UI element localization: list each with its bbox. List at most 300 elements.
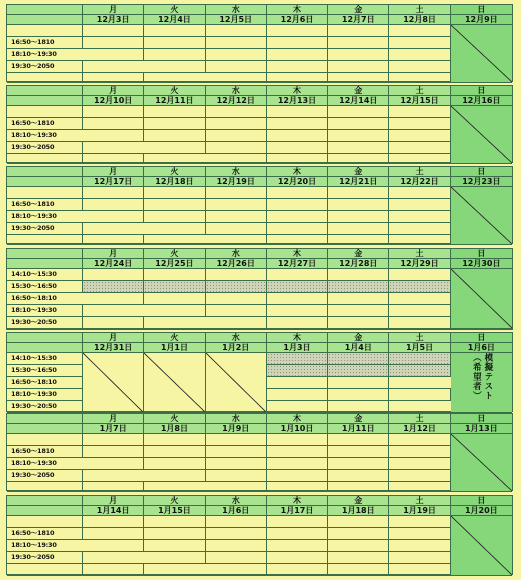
blank-row [7, 564, 83, 576]
corner-cell [7, 259, 83, 269]
weekday-label: 火 [144, 496, 205, 506]
weekday-label: 火 [144, 249, 205, 259]
corner-cell [7, 506, 83, 516]
slot-cell[interactable] [328, 73, 389, 83]
slot-cell[interactable] [83, 305, 144, 317]
time-slot-label: 16:50〜1810 [7, 199, 83, 211]
slot-cell[interactable] [267, 142, 328, 154]
slot-cell[interactable] [267, 552, 328, 564]
time-slot-label: 16:50〜18:10 [7, 293, 83, 305]
weekday-label: 土 [389, 414, 450, 424]
slot-cell[interactable] [206, 118, 267, 130]
slot-cell[interactable] [267, 377, 328, 389]
blank-row [7, 154, 83, 164]
slot-cell[interactable] [83, 187, 144, 199]
slot-cell[interactable] [144, 199, 205, 211]
slot-cell[interactable] [83, 25, 144, 37]
slot-cell[interactable] [144, 49, 205, 61]
slot-cell[interactable] [389, 130, 450, 142]
weekday-label: 日 [451, 414, 512, 424]
sunday-closed-cell [451, 25, 512, 83]
slot-cell[interactable] [206, 223, 267, 235]
mock-test-note: 模擬テスト（希望者） [471, 353, 493, 401]
slot-cell[interactable] [267, 389, 328, 401]
slot-cell[interactable] [206, 61, 267, 73]
slot-cell[interactable] [83, 142, 144, 154]
date-label: 12月15日 [389, 96, 450, 106]
slot-cell[interactable] [206, 130, 267, 142]
slot-cell[interactable] [328, 446, 389, 458]
slot-cell[interactable] [83, 199, 144, 211]
slot-cell[interactable] [389, 446, 450, 458]
time-slot-label: 16:50〜1810 [7, 528, 83, 540]
slot-cell[interactable] [267, 130, 328, 142]
slot-cell[interactable] [144, 37, 205, 49]
date-label: 1月8日 [144, 424, 205, 434]
weekday-label: 日 [451, 167, 512, 177]
slot-cell[interactable] [389, 458, 450, 470]
slot-cell[interactable] [144, 61, 205, 73]
slot-cell[interactable] [267, 305, 328, 317]
slot-cell[interactable] [144, 118, 205, 130]
slot-cell[interactable] [144, 25, 205, 37]
weekday-label: 木 [267, 333, 328, 343]
blocked-slot-cell [328, 365, 389, 377]
date-label: 12月30日 [451, 259, 512, 269]
slot-cell[interactable] [267, 25, 328, 37]
slot-cell[interactable] [206, 187, 267, 199]
slot-cell[interactable] [267, 199, 328, 211]
blocked-slot-cell [267, 281, 328, 293]
date-label: 12月16日 [451, 96, 512, 106]
slot-cell[interactable] [328, 187, 389, 199]
slot-cell[interactable] [83, 154, 144, 164]
slot-cell[interactable] [267, 516, 328, 528]
slot-cell[interactable] [144, 540, 205, 552]
weekday-label: 火 [144, 414, 205, 424]
time-slot-label: 18:10〜19:30 [7, 389, 83, 401]
date-label: 1月19日 [389, 506, 450, 516]
week-block-4 [6, 248, 513, 330]
slot-cell[interactable] [206, 446, 267, 458]
slot-cell[interactable] [206, 458, 267, 470]
slot-cell[interactable] [206, 106, 267, 118]
weekday-label: 木 [267, 249, 328, 259]
slot-cell[interactable] [144, 317, 205, 329]
time-slot-label: 14:10〜15:30 [7, 353, 83, 365]
slot-cell[interactable] [206, 25, 267, 37]
weekday-label: 水 [206, 5, 267, 15]
blank-row [7, 482, 83, 492]
slot-cell[interactable] [206, 293, 267, 305]
date-label: 1月17日 [267, 506, 328, 516]
slot-cell[interactable] [328, 317, 389, 329]
slot-cell[interactable] [144, 187, 205, 199]
corner-cell [7, 86, 83, 96]
slot-cell[interactable] [83, 458, 144, 470]
slot-cell[interactable] [267, 106, 328, 118]
slot-cell[interactable] [267, 211, 328, 223]
date-label: 12月7日 [328, 15, 389, 25]
slot-cell[interactable] [144, 154, 205, 164]
slot-cell[interactable] [144, 106, 205, 118]
slot-cell[interactable] [206, 49, 267, 61]
slot-cell[interactable] [206, 564, 267, 576]
slot-cell[interactable] [83, 37, 144, 49]
slot-cell[interactable] [267, 37, 328, 49]
slot-cell[interactable] [267, 223, 328, 235]
date-label: 1月6日 [451, 343, 512, 353]
slot-cell[interactable] [389, 235, 450, 245]
time-slot-label: 19:30〜2050 [7, 142, 83, 154]
closed-day-cell [83, 353, 144, 413]
date-label: 1月14日 [83, 506, 144, 516]
slot-cell[interactable] [328, 130, 389, 142]
date-label: 1月11日 [328, 424, 389, 434]
time-slot-label: 19:30〜2050 [7, 552, 83, 564]
slot-cell[interactable] [206, 516, 267, 528]
date-label: 12月4日 [144, 15, 205, 25]
time-slot-label: 15:30〜16:50 [7, 365, 83, 377]
slot-cell[interactable] [389, 528, 450, 540]
slot-cell[interactable] [267, 540, 328, 552]
blocked-slot-cell [267, 353, 328, 365]
slot-cell[interactable] [328, 377, 389, 389]
slot-cell[interactable] [389, 564, 450, 576]
blocked-slot-cell [389, 353, 450, 365]
date-label: 1月5日 [389, 343, 450, 353]
slot-cell[interactable] [328, 61, 389, 73]
date-label: 1月10日 [267, 424, 328, 434]
date-label: 12月21日 [328, 177, 389, 187]
slot-cell[interactable] [267, 446, 328, 458]
slot-cell[interactable] [328, 540, 389, 552]
slot-cell[interactable] [206, 552, 267, 564]
slot-cell[interactable] [389, 118, 450, 130]
slot-cell[interactable] [144, 269, 205, 281]
slot-cell[interactable] [328, 25, 389, 37]
weekday-label: 日 [451, 496, 512, 506]
slot-cell[interactable] [389, 305, 450, 317]
slot-cell[interactable] [144, 223, 205, 235]
date-label: 12月3日 [83, 15, 144, 25]
slot-cell[interactable] [389, 293, 450, 305]
sunday-closed-cell [451, 269, 512, 329]
date-label: 12月31日 [83, 343, 144, 353]
slot-cell[interactable] [389, 142, 450, 154]
slot-cell[interactable] [267, 470, 328, 482]
slot-cell[interactable] [328, 154, 389, 164]
blank-row [7, 106, 83, 118]
slot-cell[interactable] [267, 61, 328, 73]
slot-cell[interactable] [83, 235, 144, 245]
slot-cell[interactable] [389, 317, 450, 329]
date-label: 12月23日 [451, 177, 512, 187]
slot-cell[interactable] [83, 552, 144, 564]
week-block-1 [6, 4, 513, 82]
slot-cell[interactable] [328, 106, 389, 118]
date-label: 12月6日 [267, 15, 328, 25]
slot-cell[interactable] [267, 401, 328, 413]
weekday-label: 金 [328, 333, 389, 343]
blank-row [7, 73, 83, 83]
slot-cell[interactable] [267, 73, 328, 83]
slot-cell[interactable] [206, 142, 267, 154]
closed-day-cell [206, 353, 267, 413]
slot-cell[interactable] [389, 269, 450, 281]
slot-cell[interactable] [389, 377, 450, 389]
time-slot-label: 16:50〜18:10 [7, 377, 83, 389]
date-label: 1月12日 [389, 424, 450, 434]
slot-cell[interactable] [267, 49, 328, 61]
sunday-closed-cell [451, 187, 512, 245]
slot-cell[interactable] [206, 269, 267, 281]
slot-cell[interactable] [144, 235, 205, 245]
corner-cell [7, 424, 83, 434]
slot-cell[interactable] [144, 211, 205, 223]
slot-cell[interactable] [267, 528, 328, 540]
slot-cell[interactable] [389, 73, 450, 83]
slot-cell[interactable] [328, 528, 389, 540]
slot-cell[interactable] [328, 434, 389, 446]
slot-cell[interactable] [206, 470, 267, 482]
slot-cell[interactable] [206, 199, 267, 211]
slot-cell[interactable] [328, 49, 389, 61]
slot-cell[interactable] [83, 118, 144, 130]
date-label: 12月9日 [451, 15, 512, 25]
slot-cell[interactable] [83, 130, 144, 142]
slot-cell[interactable] [389, 389, 450, 401]
slot-cell[interactable] [267, 235, 328, 245]
slot-cell[interactable] [206, 211, 267, 223]
slot-cell[interactable] [83, 49, 144, 61]
slot-cell[interactable] [267, 317, 328, 329]
blocked-slot-cell [328, 353, 389, 365]
slot-cell[interactable] [206, 73, 267, 83]
slot-cell[interactable] [144, 470, 205, 482]
slot-cell[interactable] [267, 482, 328, 492]
slot-cell[interactable] [206, 482, 267, 492]
slot-cell[interactable] [328, 223, 389, 235]
slot-cell[interactable] [267, 118, 328, 130]
slot-cell[interactable] [206, 528, 267, 540]
blocked-slot-cell [267, 365, 328, 377]
date-label: 1月20日 [451, 506, 512, 516]
weekday-label: 日 [451, 333, 512, 343]
slot-cell[interactable] [389, 37, 450, 49]
slot-cell[interactable] [267, 434, 328, 446]
slot-cell[interactable] [328, 470, 389, 482]
slot-cell[interactable] [144, 142, 205, 154]
corner-cell [7, 496, 83, 506]
slot-cell[interactable] [206, 434, 267, 446]
slot-cell[interactable] [83, 446, 144, 458]
slot-cell[interactable] [328, 564, 389, 576]
slot-cell[interactable] [144, 434, 205, 446]
weekday-label: 金 [328, 5, 389, 15]
slot-cell[interactable] [328, 401, 389, 413]
slot-cell[interactable] [144, 528, 205, 540]
slot-cell[interactable] [144, 482, 205, 492]
blank-row [7, 235, 83, 245]
weekday-label: 水 [206, 86, 267, 96]
slot-cell[interactable] [83, 211, 144, 223]
weekday-label: 日 [451, 5, 512, 15]
time-slot-label: 19:30〜2050 [7, 223, 83, 235]
slot-cell[interactable] [267, 564, 328, 576]
date-label: 1月15日 [144, 506, 205, 516]
date-label: 12月18日 [144, 177, 205, 187]
slot-cell[interactable] [83, 470, 144, 482]
weekday-label: 月 [83, 414, 144, 424]
slot-cell[interactable] [267, 269, 328, 281]
weekday-label: 月 [83, 249, 144, 259]
slot-cell[interactable] [328, 269, 389, 281]
weekday-label: 木 [267, 167, 328, 177]
slot-cell[interactable] [328, 211, 389, 223]
slot-cell[interactable] [328, 389, 389, 401]
weekday-label: 木 [267, 5, 328, 15]
slot-cell[interactable] [267, 154, 328, 164]
weekday-label: 日 [451, 249, 512, 259]
slot-cell[interactable] [328, 552, 389, 564]
slot-cell[interactable] [267, 458, 328, 470]
time-slot-label: 18:10〜19:30 [7, 458, 83, 470]
slot-cell[interactable] [83, 269, 144, 281]
slot-cell[interactable] [144, 564, 205, 576]
slot-cell[interactable] [389, 187, 450, 199]
slot-cell[interactable] [389, 482, 450, 492]
slot-cell[interactable] [83, 61, 144, 73]
date-label: 12月28日 [328, 259, 389, 269]
slot-cell[interactable] [389, 211, 450, 223]
time-slot-label: 19:30〜20:50 [7, 317, 83, 329]
slot-cell[interactable] [83, 516, 144, 528]
slot-cell[interactable] [389, 540, 450, 552]
slot-cell[interactable] [206, 305, 267, 317]
slot-cell[interactable] [267, 187, 328, 199]
date-label: 12月17日 [83, 177, 144, 187]
slot-cell[interactable] [144, 516, 205, 528]
slot-cell[interactable] [206, 37, 267, 49]
blank-row [7, 516, 83, 528]
weekday-label: 火 [144, 5, 205, 15]
sunday-closed-cell [451, 106, 512, 164]
slot-cell[interactable] [389, 106, 450, 118]
blocked-slot-cell [144, 281, 205, 293]
slot-cell[interactable] [206, 235, 267, 245]
slot-cell[interactable] [144, 552, 205, 564]
slot-cell[interactable] [328, 199, 389, 211]
slot-cell[interactable] [389, 223, 450, 235]
slot-cell[interactable] [389, 516, 450, 528]
slot-cell[interactable] [144, 130, 205, 142]
slot-cell[interactable] [83, 540, 144, 552]
date-label: 1月7日 [83, 424, 144, 434]
mock-test-cell [451, 353, 512, 413]
slot-cell[interactable] [83, 73, 144, 83]
blank-row [7, 434, 83, 446]
date-label: 1月2日 [206, 343, 267, 353]
slot-cell[interactable] [389, 49, 450, 61]
slot-cell[interactable] [83, 106, 144, 118]
slot-cell[interactable] [328, 235, 389, 245]
slot-cell[interactable] [267, 293, 328, 305]
date-label: 12月14日 [328, 96, 389, 106]
corner-cell [7, 177, 83, 187]
time-slot-label: 18:10〜19:30 [7, 130, 83, 142]
date-label: 1月6日 [206, 506, 267, 516]
slot-cell[interactable] [328, 305, 389, 317]
date-label: 12月19日 [206, 177, 267, 187]
weekday-label: 金 [328, 86, 389, 96]
weekday-label: 火 [144, 333, 205, 343]
weekday-label: 木 [267, 86, 328, 96]
slot-cell[interactable] [83, 528, 144, 540]
slot-cell[interactable] [83, 293, 144, 305]
time-slot-label: 18:10〜19:30 [7, 49, 83, 61]
week-block-5 [6, 332, 513, 412]
slot-cell[interactable] [389, 199, 450, 211]
slot-cell[interactable] [389, 552, 450, 564]
weekday-label: 月 [83, 333, 144, 343]
slot-cell[interactable] [389, 401, 450, 413]
slot-cell[interactable] [328, 37, 389, 49]
corner-cell [7, 5, 83, 15]
weekday-label: 木 [267, 414, 328, 424]
slot-cell[interactable] [328, 142, 389, 154]
slot-cell[interactable] [328, 516, 389, 528]
corner-cell [7, 333, 83, 343]
slot-cell[interactable] [206, 154, 267, 164]
slot-cell[interactable] [328, 482, 389, 492]
time-slot-label: 16:50〜1810 [7, 446, 83, 458]
slot-cell[interactable] [83, 564, 144, 576]
slot-cell[interactable] [389, 154, 450, 164]
slot-cell[interactable] [144, 305, 205, 317]
weekday-label: 土 [389, 249, 450, 259]
slot-cell[interactable] [144, 458, 205, 470]
date-label: 1月9日 [206, 424, 267, 434]
slot-cell[interactable] [144, 73, 205, 83]
time-slot-label: 15:30〜16:50 [7, 281, 83, 293]
slot-cell[interactable] [389, 434, 450, 446]
slot-cell[interactable] [83, 317, 144, 329]
weekday-label: 水 [206, 333, 267, 343]
slot-cell[interactable] [83, 434, 144, 446]
slot-cell[interactable] [389, 61, 450, 73]
slot-cell[interactable] [206, 317, 267, 329]
slot-cell[interactable] [389, 470, 450, 482]
slot-cell[interactable] [328, 118, 389, 130]
week-block-7 [6, 495, 513, 575]
corner-cell [7, 414, 83, 424]
slot-cell[interactable] [144, 293, 205, 305]
weekday-label: 金 [328, 414, 389, 424]
time-slot-label: 14:10〜15:30 [7, 269, 83, 281]
weekday-label: 金 [328, 167, 389, 177]
slot-cell[interactable] [144, 446, 205, 458]
date-label: 1月1日 [144, 343, 205, 353]
weekday-label: 火 [144, 86, 205, 96]
slot-cell[interactable] [206, 540, 267, 552]
slot-cell[interactable] [83, 223, 144, 235]
slot-cell[interactable] [328, 458, 389, 470]
slot-cell[interactable] [328, 293, 389, 305]
slot-cell[interactable] [83, 482, 144, 492]
slot-cell[interactable] [389, 25, 450, 37]
weekday-label: 土 [389, 86, 450, 96]
